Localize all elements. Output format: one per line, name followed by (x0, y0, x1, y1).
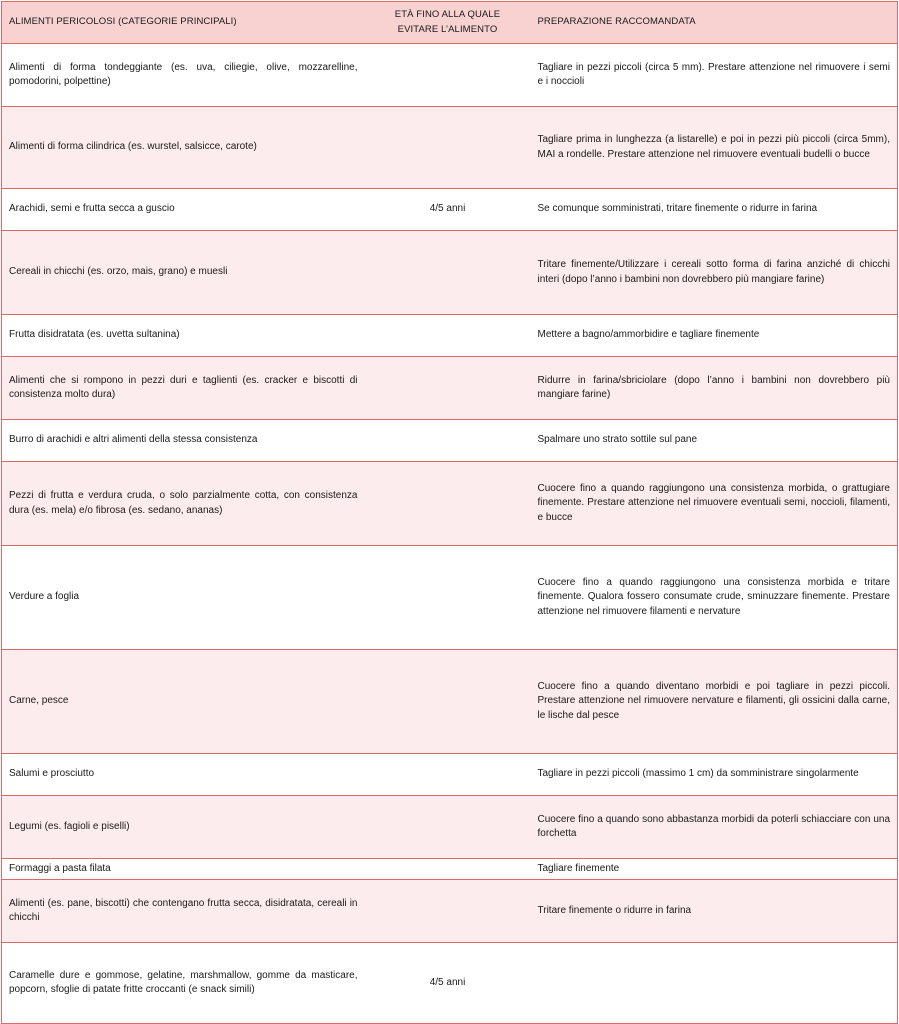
choking-hazard-table (1, 1, 898, 1024)
preparation-cell: Cuocere fino a quando raggiungono una consistenza morbida, o grattugiare finemente. Prestare attenzione nel rimuovere eventuali semi, noccioli, filamenti, e bucce (530, 462, 898, 546)
age-cell (366, 315, 530, 357)
food-cell: Pezzi di frutta e verdura cruda, o solo parzialmente cotta, con consistenza dura (es. mela) e/o fibrosa (es. sedano, ananas) (2, 462, 366, 546)
age-cell (366, 44, 530, 107)
food-safety-table-container (1, 1, 897, 1022)
preparation-cell: Ridurre in farina/sbriciolare (dopo l’anno i bambini non dovrebbero più mangiare farine) (530, 357, 898, 420)
food-cell: Carne, pesce (2, 650, 366, 754)
age-cell (366, 796, 530, 859)
age-cell (366, 231, 530, 315)
preparation-cell: Tagliare in pezzi piccoli (massimo 1 cm) da somministrare singolarmente (530, 754, 898, 796)
table-row (2, 44, 898, 107)
preparation-cell: Cuocere fino a quando sono abbastanza morbidi da poterli schiacciare con una forchetta (530, 796, 898, 859)
age-cell (366, 420, 530, 462)
food-cell: Caramelle dure e gommose, gelatine, marshmallow, gomme da masticare, popcorn, sfoglie di patate fritte croccanti (e snack simili) (2, 943, 366, 1024)
food-cell: Arachidi, semi e frutta secca a guscio (2, 189, 366, 231)
preparation-cell: Tritare finemente o ridurre in farina (530, 880, 898, 943)
food-cell: Frutta disidratata (es. uvetta sultanina) (2, 315, 366, 357)
age-cell (366, 546, 530, 650)
age-cell: 4/5 anni (366, 189, 530, 231)
table-body (2, 44, 898, 1024)
preparation-cell (530, 943, 898, 1024)
table-row (2, 420, 898, 462)
table-row (2, 754, 898, 796)
age-cell (366, 650, 530, 754)
food-cell: Alimenti che si rompono in pezzi duri e taglienti (es. cracker e biscotti di consistenza molto dura) (2, 357, 366, 420)
preparation-cell: Tagliare prima in lunghezza (a listarelle) e poi in pezzi più piccoli (circa 5mm), MAI a rondelle. Prestare attenzione nel rimuovere eventuali budelli o bucce (530, 107, 898, 189)
age-cell (366, 357, 530, 420)
preparation-cell: Cuocere fino a quando raggiungono una consistenza morbida e tritare finemente. Qualora fossero consumate crude, sminuzzare finemente. Prestare attenzione nel rimuovere filamenti e nervature (530, 546, 898, 650)
table-row (2, 357, 898, 420)
food-cell: Verdure a foglia (2, 546, 366, 650)
preparation-cell: Cuocere fino a quando diventano morbidi e poi tagliare in pezzi piccoli. Prestare attenzione nel rimuovere nervature e filamenti, gli ossicini dalla carne, le lische dal pesce (530, 650, 898, 754)
header-age (366, 2, 530, 44)
table-row (2, 107, 898, 189)
age-cell (366, 107, 530, 189)
age-cell (366, 859, 530, 880)
food-cell: Alimenti di forma tondeggiante (es. uva, ciliegie, olive, mozzarelline, pomodorini, polpettine) (2, 44, 366, 107)
table-row (2, 650, 898, 754)
preparation-cell: Se comunque somministrati, tritare finemente o ridurre in farina (530, 189, 898, 231)
food-cell: Burro di arachidi e altri alimenti della stessa consistenza (2, 420, 366, 462)
table-row (2, 462, 898, 546)
table-row (2, 315, 898, 357)
age-cell (366, 754, 530, 796)
age-cell (366, 880, 530, 943)
food-cell: Alimenti (es. pane, biscotti) che contengano frutta secca, disidratata, cereali in chicchi (2, 880, 366, 943)
table-row (2, 943, 898, 1024)
preparation-cell: Spalmare uno strato sottile sul pane (530, 420, 898, 462)
preparation-cell: Mettere a bagno/ammorbidire e tagliare finemente (530, 315, 898, 357)
table-row (2, 546, 898, 650)
table-row (2, 859, 898, 880)
age-cell: 4/5 anni (366, 943, 530, 1024)
preparation-cell: Tritare finemente/Utilizzare i cereali sotto forma di farina anziché di chicchi interi (dopo l’anno i bambini non dovrebbero più mangiare farine) (530, 231, 898, 315)
table-header-row (2, 2, 898, 44)
header-foods: ALIMENTI PERICOLOSI (CATEGORIE PRINCIPALI) (2, 2, 366, 44)
food-cell: Cereali in chicchi (es. orzo, mais, grano) e muesli (2, 231, 366, 315)
preparation-cell: Tagliare finemente (530, 859, 898, 880)
preparation-cell: Tagliare in pezzi piccoli (circa 5 mm). Prestare attenzione nel rimuovere i semi e i noccioli (530, 44, 898, 107)
table-row (2, 189, 898, 231)
header-age-line2: EVITARE L’ALIMENTO (397, 23, 498, 35)
table-row (2, 880, 898, 943)
food-cell: Formaggi a pasta filata (2, 859, 366, 880)
age-cell (366, 462, 530, 546)
header-age-line1: ETÀ FINO ALLA QUALE (394, 9, 501, 20)
table-row (2, 796, 898, 859)
food-cell: Salumi e prosciutto (2, 754, 366, 796)
food-cell: Alimenti di forma cilindrica (es. wurstel, salsicce, carote) (2, 107, 366, 189)
table-row (2, 231, 898, 315)
header-preparation: PREPARAZIONE RACCOMANDATA (530, 2, 898, 44)
food-cell: Legumi (es. fagioli e piselli) (2, 796, 366, 859)
